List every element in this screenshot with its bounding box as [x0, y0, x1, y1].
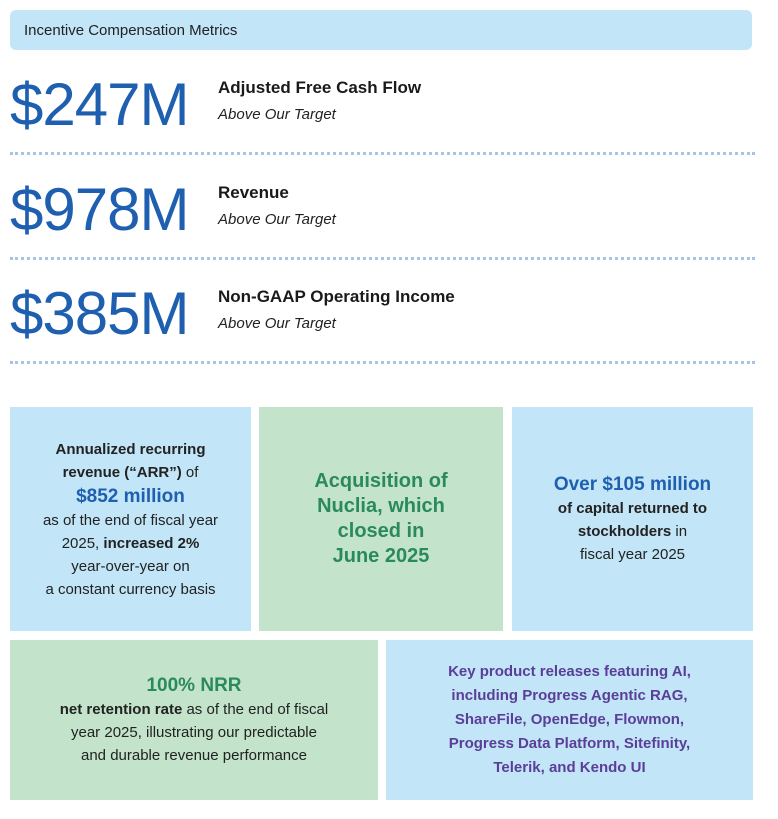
card-text: year-over-year on: [71, 557, 190, 575]
card-nrr: [10, 640, 378, 800]
card-capital: [512, 407, 753, 631]
card-highlight: $852 million: [76, 485, 185, 507]
card-highlight: Over $105 million: [553, 474, 712, 495]
card-highlight: Nuclia, which: [317, 495, 445, 517]
divider: [10, 257, 755, 260]
card-highlight: closed in: [337, 520, 425, 542]
metric-label: Non-GAAP Operating Income: [218, 287, 455, 306]
divider: [10, 361, 755, 364]
metric-subtitle: Above Our Target: [218, 211, 336, 228]
card-text: stockholders in: [577, 523, 688, 540]
metric-value: $385M: [10, 280, 189, 347]
card-text: a constant currency basis: [45, 580, 216, 598]
card-acquisition: [259, 407, 503, 631]
card-text: as of the end of fiscal year: [42, 511, 219, 529]
divider: [10, 152, 755, 155]
card-text: 2025, increased 2%: [61, 534, 200, 552]
card-text: Annualized recurring: [55, 440, 206, 458]
card-text: year 2025, illustrating our predictable: [71, 724, 317, 741]
card-text: including Progress Agentic RAG,: [451, 687, 688, 704]
metric-free-cash-flow: [10, 70, 755, 154]
section-title: Incentive Compensation Metrics: [24, 21, 238, 39]
metric-revenue: [10, 175, 755, 259]
section-header: [10, 10, 752, 50]
card-products: [386, 640, 753, 800]
metric-label: Adjusted Free Cash Flow: [218, 78, 422, 97]
card-text: fiscal year 2025: [579, 546, 686, 563]
card-text: revenue (“ARR”) of: [62, 463, 199, 481]
card-text: of capital returned to: [557, 500, 708, 517]
metric-operating-income: [10, 279, 755, 363]
card-arr: [10, 407, 251, 631]
metric-value: $247M: [10, 71, 189, 138]
metric-value: $978M: [10, 176, 189, 243]
metric-subtitle: Above Our Target: [218, 315, 336, 332]
card-text: Progress Data Platform, Sitefinity,: [448, 735, 691, 752]
card-text: and durable revenue performance: [81, 747, 307, 764]
metric-subtitle: Above Our Target: [218, 106, 336, 123]
card-text: net retention rate as of the end of fiscal: [59, 701, 329, 718]
card-highlight: June 2025: [332, 545, 430, 567]
card-text: Key product releases featuring AI,: [448, 663, 691, 680]
card-highlight: 100% NRR: [146, 675, 242, 696]
metric-label: Revenue: [218, 183, 289, 202]
card-text: ShareFile, OpenEdge, Flowmon,: [454, 711, 685, 728]
card-text: Telerik, and Kendo UI: [493, 759, 646, 776]
card-highlight: Acquisition of: [314, 470, 448, 492]
